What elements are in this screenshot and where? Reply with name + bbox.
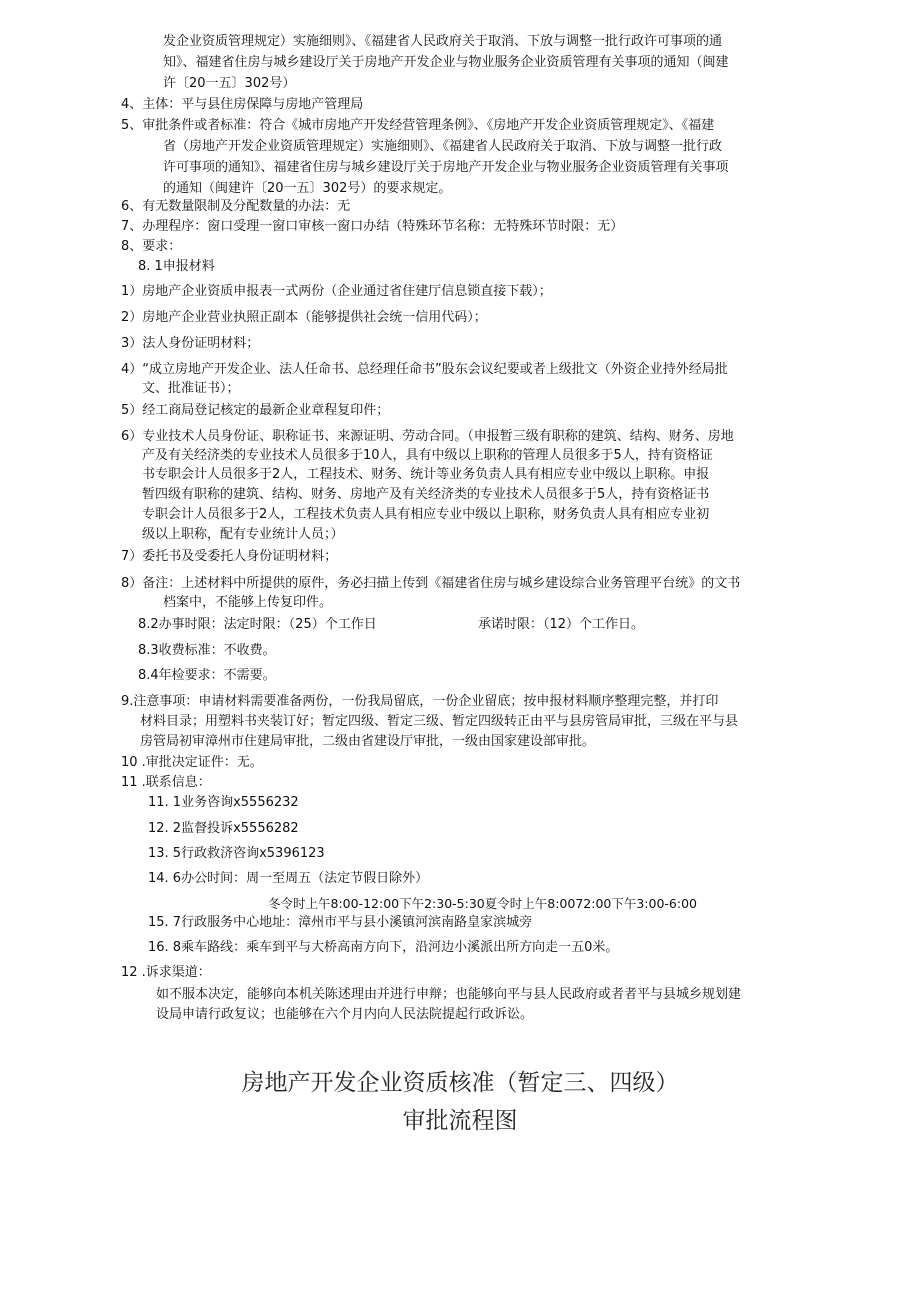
text-line: 的通知（闽建许〔20一五〕302号）的要求规定。 (163, 181, 452, 196)
seasonal-hours: 冬令时上午8:00-12:00下午2:30-5:30夏令时上午8:0072:00下午3:00-6:00 (268, 896, 697, 911)
item-8-requirements: 8、要求： (121, 239, 182, 254)
material-3: 3）法人身份证明材料； (121, 336, 260, 351)
contact-supervision: 12. 2监督投诉x5556282 (148, 821, 299, 836)
text-line: 知》、福建省住房与城乡建设厅关于房地产开发企业与物业服务企业资质管理有关事项的通知（闽建 (163, 55, 729, 70)
text-line: 如不服本决定，能够向本机关陈述理由并进行申辩；也能够向平与县人民政府或者者平与县城乡规划建 (156, 987, 742, 1002)
item-11-contact: 11 .联系信息： (121, 775, 211, 790)
contact-relief: 13. 5行政救济咨询x5396123 (148, 846, 325, 861)
text-line: 产及有关经济类的专业技术人员很多于10人，具有中级以上职称的管理人员很多于5人，持有资格证 (142, 448, 713, 463)
text-line: 文、批准证书）； (142, 381, 240, 396)
material-2: 2）房地产企业营业执照正副本（能够提供社会统一信用代码）； (121, 310, 487, 325)
section-8-1-materials: 8. 1申报材料 (138, 259, 215, 274)
section-8-2-time-limit: 8.2办事时限：法定时限：（25）个工作日 (138, 617, 377, 632)
text-line: 材料目录；用塑料书夹装订好；暂定四级、暂定三级、暂定四级转正由平与县房管局审批，三级在平与县 (140, 714, 739, 729)
material-6: 6）专业技术人员身份证、职称证书、来源证明、劳动合同。（申报暂三级有职称的建筑、结构、财务、房地 (121, 429, 734, 444)
flowchart-title: 房地产开发企业资质核准（暂定三、四级） (241, 1070, 679, 1096)
item-12-appeal: 12 .诉求渠道： (121, 965, 211, 980)
item-9-notes: 9.注意事项：申请材料需要准备两份，一份我局留底，一份企业留底；按申报材料顺序整理完整，并打印 (121, 694, 719, 709)
text-line: 书专职会计人员很多于2人，工程技术、财务、统计等业务负责人具有相应专业中级以上职称。申报 (142, 467, 710, 482)
contact-office-hours: 14. 6办公时间：周一至周五（法定节假日除外） (148, 871, 429, 886)
text-line: 专职会计人员很多于2人，工程技术负责人具有相应专业中级以上职称，财务负责人具有相应专业初 (142, 507, 710, 522)
material-7: 7）委托书及受委托人身份证明材料； (121, 549, 338, 564)
item-4-subject: 4、主体：平与县住房保障与房地产管理局 (121, 97, 364, 112)
contact-address: 15. 7行政服务中心地址：漳州市平与县小溪镇河滨南路皇家滨城旁 (148, 915, 533, 930)
material-1: 1）房地产企业资质申报表一式两份（企业通过省住建厅信息锁直接下载）； (121, 284, 552, 299)
section-8-4-inspection: 8.4年检要求：不需要。 (138, 668, 276, 683)
contact-route: 16. 8乘车路线：乘车到平与大桥高南方向下，沿河边小溪派出所方向走一五0米。 (148, 940, 619, 955)
text-line: 档案中，不能够上传复印件。 (163, 595, 333, 610)
promised-time-limit: 承诺时限：（12）个工作日。 (478, 617, 645, 632)
material-5: 5）经工商局登记核定的最新企业章程复印件； (121, 403, 390, 418)
contact-consulting: 11. 1业务咨询x5556232 (148, 795, 299, 810)
text-line: 许〔20一五〕302号） (163, 76, 296, 91)
item-7-procedure: 7、办理程序：窗口受理一窗口审核一窗口办结（特殊环节名称：无特殊环节时限：无） (121, 219, 624, 234)
text-line: 房管局初审漳州市住建局审批，二级由省建设厅审批，一级由国家建设部审批。 (140, 734, 596, 749)
material-8-note: 8）备注：上述材料中所提供的原件，务必扫描上传到《福建省住房与城乡建设综合业务管理平台统》的文书 (121, 576, 741, 591)
item-10-certificate: 10 .审批决定证件：无。 (121, 755, 263, 770)
text-line: 设局申请行政复议；也能够在六个月内向人民法院提起行政诉讼。 (156, 1007, 534, 1022)
section-8-3-fees: 8.3收费标准：不收费。 (138, 643, 276, 658)
flowchart-subtitle: 审批流程图 (402, 1108, 518, 1134)
material-4: 4）“成立房地产开发企业、法人任命书、总经理任命书”股东会议纪要或者上级批文（外资企业持外经局批 (121, 362, 728, 377)
text-line: 发企业资质管理规定）实施细则》、《福建省人民政府关于取消、下放与调整一批行政许可事项的通 (163, 34, 723, 49)
text-line: 省（房地产开发企业资质管理规定）实施细则》、《福建省人民政府关于取消、下放与调整一批行政 (163, 139, 723, 154)
text-line: 级以上职称，配有专业统计人员；） (142, 527, 344, 542)
text-line: 许可事项的通知》、福建省住房与城乡建设厅关于房地产开发企业与物业服务企业资质管理有关事项 (163, 160, 729, 175)
text-line: 暂四级有职称的建筑、结构、财务、房地产及有关经济类的专业技术人员很多于5人，持有资格证书 (142, 487, 710, 502)
item-6-quantity: 6、有无数量限制及分配数量的办法：无 (121, 199, 351, 214)
item-5-conditions: 5、审批条件或者标准：符合《城市房地产开发经营管理条例》、《房地产开发企业资质管理规定》、《福建 (121, 118, 715, 133)
